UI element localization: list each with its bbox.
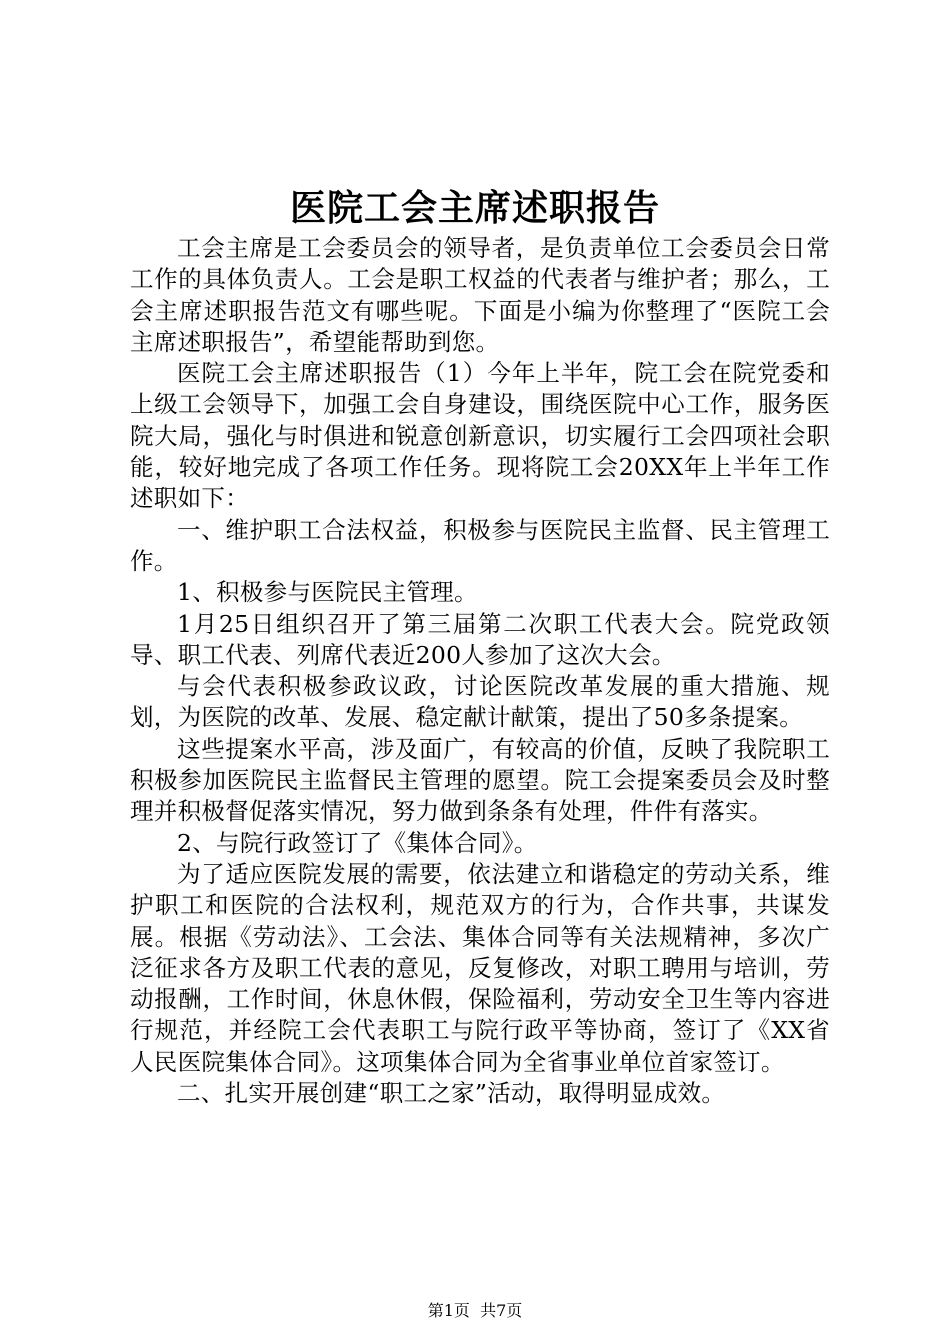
section-heading: 二、扎实开展创建“职工之家”活动，取得明显成效。 (177, 1079, 726, 1108)
subsection-heading: 2、与院行政签订了《集体合同》。 (177, 828, 538, 857)
paragraph: 医院工会主席述职报告（1）今年上半年，院工会在院党委和上级工会领导下，加强工会自身建设，围绕医院中心工作，服务医院大局，强化与时俱进和锐意创新意识，切实履行工会四项社会职能，较好地完成了各项工作任务。现将院工会20XX年上半年工作述职如下： (130, 359, 830, 513)
paragraph: 工会主席是工会委员会的领导者，是负责单位工会委员会日常工作的具体负责人。工会是职工权益的代表者与维护者；那么，工会主席述职报告范文有哪些呢。下面是小编为你整理了“医院工会主席述职报告”，希望能帮助到您。 (130, 234, 830, 356)
paragraph: 1月25日组织召开了第三届第二次职工代表大会。院党政领导、职工代表、列席代表近200人参加了这次大会。 (130, 609, 830, 669)
paragraph: 这些提案水平高，涉及面广，有较高的价值，反映了我院职工积极参加医院民主监督民主管理的愿望。院工会提案委员会及时整理并积极督促落实情况，努力做到条条有处理，件件有落实。 (130, 734, 830, 826)
footer-spacer (470, 1301, 480, 1320)
paragraph: 为了适应医院发展的需要，依法建立和谐稳定的劳动关系，维护职工和医院的合法权利，规范双方的行为，合作共事，共谋发展。根据《劳动法》、工会法、集体合同等有关法规精神，多次广泛征求各方及职工代表的意见，反复修改，对职工聘用与培训，劳动报酬，工作时间，休息休假，保险福利，劳动安全卫生等内容进行规范，并经院工会代表职工与院行政平等协商，签订了《XX省人民医院集体合同》。这项集体合同为全省事业单位首家签订。 (130, 859, 830, 1076)
subsection-heading: 1、积极参与医院民主管理。 (177, 578, 478, 607)
document-title: 医院工会主席述职报告 (289, 187, 660, 229)
page-footer (0, 1300, 950, 1322)
paragraph: 与会代表积极参政议政，讨论医院改革发展的重大措施、规划，为医院的改革、发展、稳定献计献策，提出了50多条提案。 (130, 672, 830, 732)
page-total: 共7页 (480, 1301, 523, 1320)
section-heading: 一、维护职工合法权益，积极参与医院民主监督、民主管理工作。 (130, 515, 830, 575)
page-number: 第1页 (427, 1301, 470, 1320)
document-body (130, 233, 830, 1109)
